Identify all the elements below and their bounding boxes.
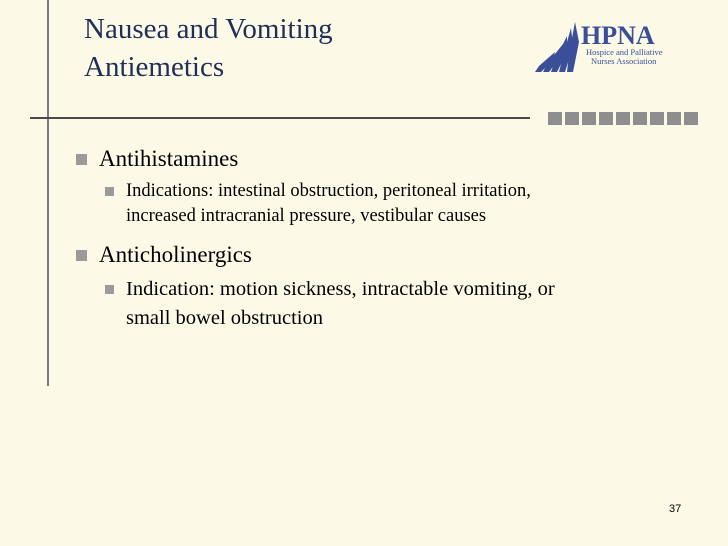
logo-abbr: HPNA — [581, 21, 655, 50]
divider-square — [582, 112, 596, 125]
slide-title — [84, 10, 333, 86]
bullet-list — [72, 145, 632, 337]
divider-square — [667, 112, 681, 125]
title-divider — [30, 117, 530, 119]
logo-line-1: Hospice and Palliative — [586, 47, 663, 57]
divider-square — [650, 112, 664, 125]
bullet-anticholinergics — [72, 241, 632, 269]
sub-bullet-text: Indications: intestinal obstruction, peritoneal irritation, increased intracranial pressure, vestibular causes — [126, 181, 531, 226]
bullet-heading: Antihistamines — [99, 146, 239, 171]
hpna-logo — [533, 14, 693, 74]
sub-bullet-anticholinergics-indication — [103, 275, 632, 333]
divider-squares — [548, 112, 701, 125]
divider-square — [616, 112, 630, 125]
divider-square — [565, 112, 579, 125]
logo-line-2: Nurses Association — [591, 56, 657, 66]
sub-bullet-text: Indication: motion sickness, intractable vomiting, or small bowel obstruction — [126, 278, 555, 329]
square-bullet-icon — [76, 154, 87, 165]
divider-square — [684, 112, 698, 125]
divider-square — [633, 112, 647, 125]
divider-square — [548, 112, 562, 125]
page-number: 37 — [669, 503, 682, 515]
square-bullet-icon — [105, 285, 114, 294]
square-bullet-icon — [76, 250, 87, 261]
hpna-logo-graphic — [533, 14, 693, 74]
left-rule — [47, 0, 49, 386]
bullet-antihistamines — [72, 145, 632, 173]
sub-bullet-antihistamines-indications — [103, 179, 632, 229]
bullet-heading: Anticholinergics — [99, 242, 252, 267]
divider-square — [599, 112, 613, 125]
title-line-2: Antiemetics — [84, 51, 225, 83]
square-bullet-icon — [105, 187, 114, 196]
title-line-1: Nausea and Vomiting — [84, 13, 333, 45]
